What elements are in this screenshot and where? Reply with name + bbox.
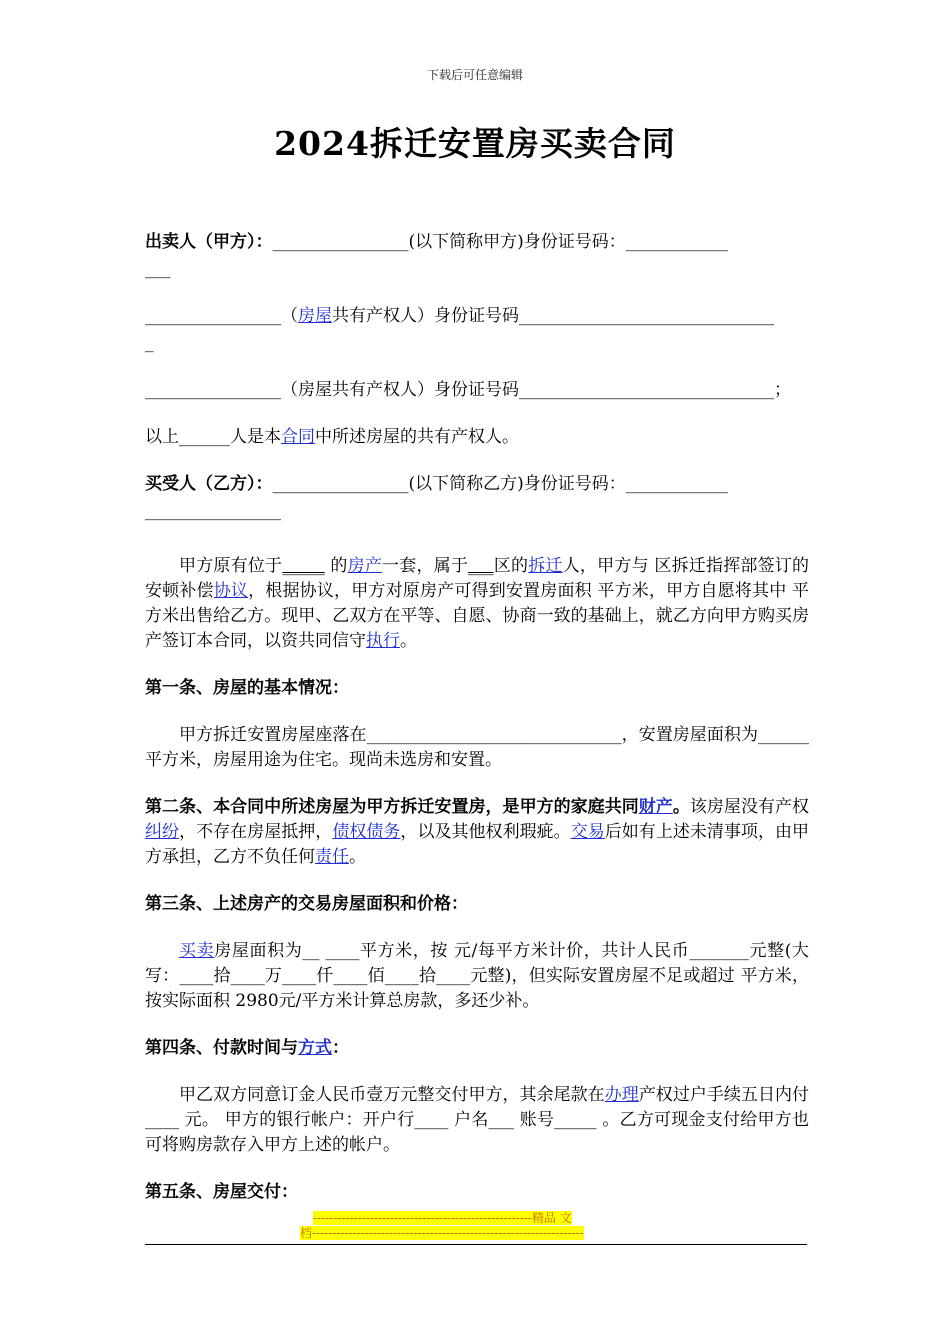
art4-text-1: 甲乙双方同意订金人民币壹万元整交付甲方，其余尾款在 [179,1085,605,1105]
seller-text: (以下简称甲方)身份证号码： [408,232,626,252]
art1-address-blank: ______________________________ [366,725,622,745]
coowners-note-pre: 以上 [145,427,179,447]
coowner-line-2 [145,378,809,403]
link-zhaiquanzhaiwu[interactable]: 债权债务 [332,822,401,842]
link-zeren[interactable]: 责任 [315,847,349,867]
art2-text-1: 该房屋没有产权 [689,797,810,817]
article-4-body [145,1083,809,1158]
seller-id-blank-cont: ___ [145,259,171,279]
buyer-id-blank: ____________ [625,474,728,494]
coowner1-id-blank: ______________________________ [519,306,774,326]
intro-text-3: 一套，属于 [382,556,469,576]
coowners-note [145,425,809,450]
intro-text-2: 的 [324,556,348,576]
footer-divider [145,1244,807,1245]
buyer-line [145,472,809,524]
link-jiaoyi[interactable]: 交易 [570,822,605,842]
link-jiufen[interactable]: 纠纷 [145,822,180,842]
intro-text-4: 区的 [493,556,529,576]
buyer-id-blank-cont: ________________ [145,501,281,521]
seller-name-blank: ________________ [272,232,409,252]
header-note: 下载后可任意编辑 [426,68,523,82]
article-2 [145,795,809,870]
intro-text-1: 甲方原有位于 [179,556,283,576]
coowners-note-post: 中所述房屋的共有产权人。 [315,427,519,447]
footer-watermark [300,1211,650,1241]
article-2-heading: 第二条、本合同中所述房屋为甲方拆迁安置房，是甲方的家庭共同 [145,797,639,817]
coowner1-blank: ________________ [145,306,281,326]
intro-location-blank: _____ [282,556,325,576]
link-hetong[interactable]: 合同 [281,427,315,447]
buyer-label: 买受人（乙方）： [145,474,273,494]
coowners-count-blank: ______ [179,427,230,447]
seller-label: 出卖人（甲方）： [145,232,273,252]
art2-text-3: ，以及其他权利瑕疵。 [400,822,571,842]
art1-text-1: 甲方拆迁安置房屋座落在 [179,725,367,745]
article-4-heading [145,1036,809,1061]
coowner2-id-blank: ______________________________ [519,380,774,400]
intro-text-5: 人，甲方与 区拆迁指挥部签订的安顿补偿 [145,556,810,601]
art4-heading-text: 第四条、付款时间与 [145,1038,298,1058]
footer-line-2: 档------------------------------------------------------------------- [300,1226,584,1240]
coowner2-blank: ________________ [145,380,281,400]
coowner1-id-blank-cont: _ [145,333,154,353]
art4-heading-end: ： [332,1038,349,1058]
coowner2-text: （房屋共有产权人）身份证号码 [281,380,519,400]
art2-text-5: 。 [349,847,366,867]
document-title: 2024拆迁安置房买卖合同 [274,124,676,163]
article-3-body [145,939,809,1014]
link-xieyi[interactable]: 协议 [213,581,249,601]
article-3-heading: 第三条、上述房产的交易房屋面积和价格： [145,894,468,914]
article-1-body [145,723,809,773]
intro-text-6: ，根据协议，甲方对原房产可得到安置房面积 平方米，甲方自愿将其中 平方米出售给乙方。现甲、乙双方在平等、自愿、协商一致的基础上，就乙方向甲方购买房产签订本合同，以资共同信守 [145,581,810,651]
art2-text-4: 后如有上述未清事项，由甲方承担，乙方不负任何 [145,822,810,867]
link-banli[interactable]: 办理 [604,1085,639,1105]
buyer-name-blank: ________________ [272,474,409,494]
art1-text-3: 平方米，房屋用途为住宅。现尚未选房和安置。 [145,750,502,770]
link-zhixing[interactable]: 执行 [366,631,400,651]
link-fangchan[interactable]: 房产 [347,556,383,576]
coowner1-paren: （ [281,306,298,326]
coowners-note-mid: 人是本 [230,427,281,447]
link-chaiqian[interactable]: 拆迁 [528,556,563,576]
coowner1-text: 共有产权人）身份证号码 [332,306,519,326]
link-caichan[interactable]: 财产 [638,797,673,817]
link-maimai[interactable]: 买卖 [179,941,215,961]
coowner2-end: ； [774,380,791,400]
article-5-heading: 第五条、房屋交付： [145,1182,298,1202]
coowner-line-1 [145,304,809,356]
link-fangwu[interactable]: 房屋 [298,306,332,326]
article-1-heading: 第一条、房屋的基本情况： [145,678,349,698]
footer-line-1: ------------------------------------------------------精品 文 [313,1211,572,1225]
art2-text-2: ，不存在房屋抵押， [179,822,333,842]
art1-text-2: ，安置房屋面积为 [621,725,759,745]
article-2-heading-end: 。 [672,797,690,817]
buyer-text: (以下简称乙方)身份证号码： [408,474,626,494]
intro-paragraph [145,554,809,654]
art4-text-2: 产权过户手续五日内付____ 元。 甲方的银行帐户：开户行____ 户名___ 账号_____ 。乙方可现金支付给甲方也可将购房款存入甲方上述的帐户。 [145,1085,810,1155]
art1-area-blank: ______ [758,725,810,745]
seller-line [145,230,809,282]
intro-text-7: 。 [400,631,417,651]
link-fangshi[interactable]: 方式 [298,1038,332,1058]
contract-body [145,230,809,1227]
intro-district-blank: ___ [468,556,494,576]
art3-text-1: 房屋面积为__ ____平方米，按 元/每平方米计价，共计人民币_______元整(大写：____拾____万____仟____佰____拾____元整)，但实际安置房屋不足或超过 平方米，按实际面积 2980元/平方米计算总房款，多还少补。 [145,941,809,1011]
seller-id-blank: ____________ [625,232,728,252]
